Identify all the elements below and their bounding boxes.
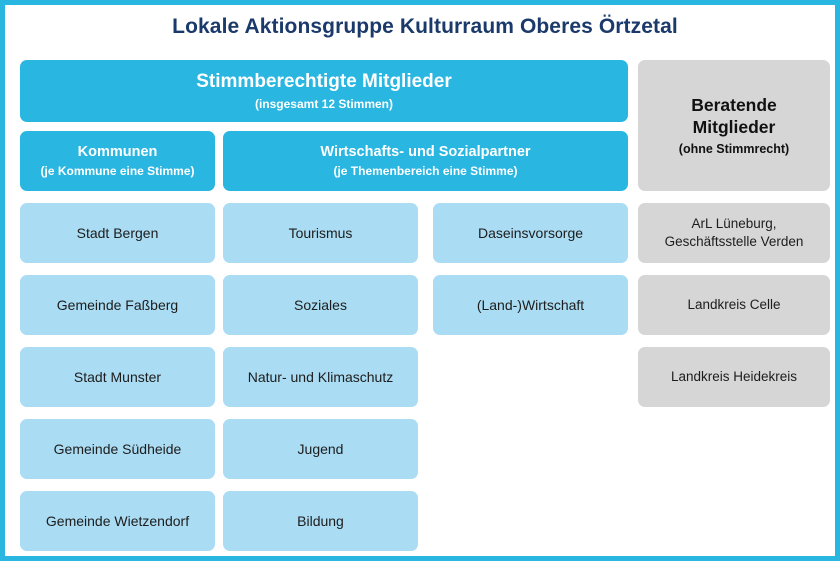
- advisory-item: [638, 347, 830, 407]
- advisory-item-line1: Landkreis Heidekreis: [670, 368, 798, 384]
- sozialpartner-header: [223, 131, 628, 191]
- themenbereich-item: (Land-)Wirtschaft: [433, 275, 628, 335]
- kommunen-header-title: Kommunen: [77, 144, 158, 161]
- advisory-item-line2: Geschäftsstelle Verden: [664, 234, 804, 249]
- advisory-header-line2: Mitglieder: [692, 116, 776, 137]
- themenbereich-item: Daseinsvorsorge: [433, 203, 628, 263]
- themenbereich-item: Soziales: [223, 275, 418, 335]
- kommune-item: Gemeinde Südheide: [20, 419, 215, 479]
- voting-members-header-title: Stimmberechtigte Mitglieder: [196, 70, 452, 92]
- advisory-members-header: [638, 60, 830, 191]
- advisory-header-line1: Beratende: [691, 94, 777, 115]
- advisory-item-line1: ArL Lüneburg,: [691, 215, 777, 231]
- page-title: Lokale Aktionsgruppe Kulturraum Oberes Örtzetal: [172, 15, 678, 38]
- kommune-item: Stadt Bergen: [20, 203, 215, 263]
- sozialpartner-header-subtitle: (je Themenbereich eine Stimme): [333, 163, 518, 178]
- themenbereich-item: Jugend: [223, 419, 418, 479]
- themenbereich-item: Natur- und Klimaschutz: [223, 347, 418, 407]
- themenbereich-item: Bildung: [223, 491, 418, 551]
- advisory-header-subtitle: (ohne Stimmrecht): [678, 142, 790, 157]
- advisory-item: [638, 203, 830, 263]
- advisory-item: [638, 275, 830, 335]
- themenbereich-item: Tourismus: [223, 203, 418, 263]
- sozialpartner-header-title: Wirtschafts- und Sozialpartner: [320, 144, 531, 161]
- kommune-item: Gemeinde Faßberg: [20, 275, 215, 335]
- voting-members-header: [20, 60, 628, 122]
- kommune-item: Stadt Munster: [20, 347, 215, 407]
- voting-members-header-subtitle: (insgesamt 12 Stimmen): [254, 96, 394, 111]
- kommune-item: Gemeinde Wietzendorf: [20, 491, 215, 551]
- kommunen-header-subtitle: (je Kommune eine Stimme): [40, 163, 195, 178]
- advisory-item-line1: Landkreis Celle: [687, 296, 781, 312]
- kommunen-header: [20, 131, 215, 191]
